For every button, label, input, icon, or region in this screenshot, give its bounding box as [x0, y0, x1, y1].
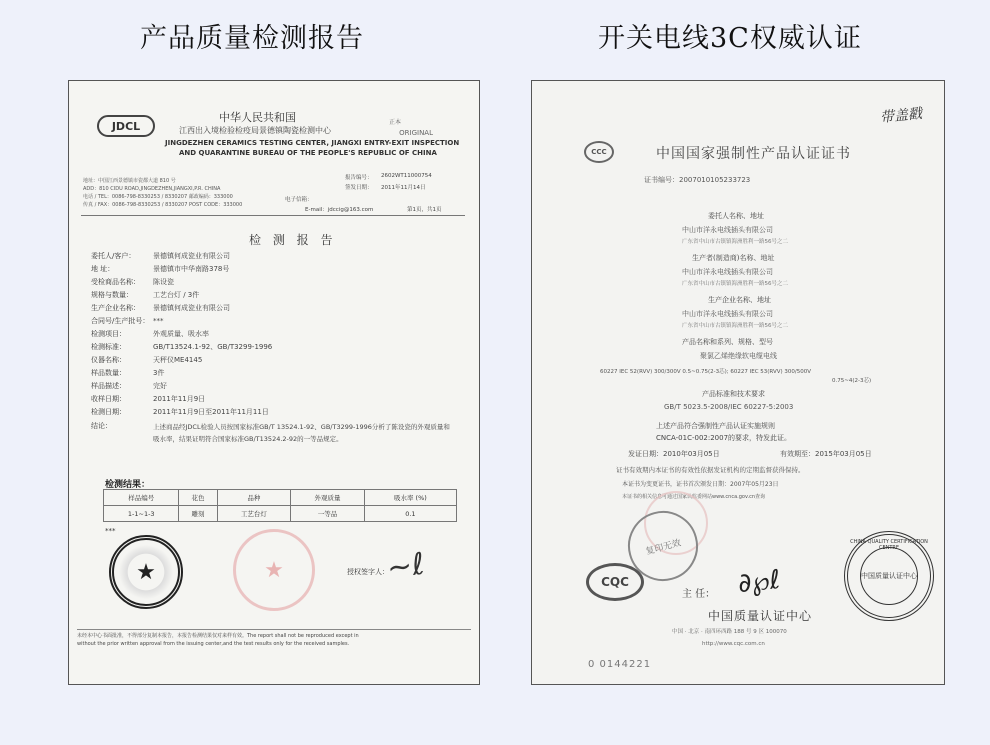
ccc-logo: CCC	[584, 141, 614, 163]
table-cell: 0.1	[364, 506, 456, 522]
section-address: 广东省中山市古镇镇海洲胜利一路56号之二	[682, 281, 788, 287]
test-report-document	[68, 80, 480, 685]
issue-date	[628, 449, 720, 459]
quality-certification-seal	[844, 531, 934, 621]
right-heading: 开关电线3C权威认证	[598, 23, 862, 54]
field-row	[91, 407, 269, 417]
field-row	[91, 290, 199, 300]
product-name: 聚氯乙烯绝缘软电缆电线	[700, 352, 777, 360]
rule-line: CNCA-01C-002:2007的要求，特发此证。	[656, 434, 792, 442]
table-cell: 一等品	[291, 506, 365, 522]
field-label: 规格与数量：	[91, 291, 133, 299]
handwritten-note: 带盖戳	[879, 105, 923, 127]
field-label: 合同号/生产批号：	[91, 317, 150, 325]
field-row	[91, 368, 164, 378]
section-label: 生产者(制造商)名称、地址	[692, 254, 775, 262]
field-value: 2011年11月9日	[153, 395, 206, 403]
standard-label: 产品标准和技术要求	[702, 390, 765, 398]
table-header: 花色	[179, 490, 217, 506]
star-icon: ★	[136, 559, 156, 585]
table-header: 吸水率 (%)	[364, 490, 456, 506]
table-header: 样品编号	[104, 490, 179, 506]
jdcl-logo: JDCL	[97, 115, 155, 137]
left-heading: 产品质量检测报告	[140, 23, 364, 54]
section-value: 中山市洋永电线插头有限公司	[682, 226, 773, 234]
field-value: 天秤仪ME4145	[153, 356, 203, 364]
certificate-title: 中国国家强制性产品认证证书	[656, 146, 851, 162]
page-count: 第1页，共1页	[407, 207, 442, 213]
address-line: 电话 / TEL：0086-798-8330253 / 8330207 邮政编码：333000	[83, 194, 233, 200]
table-cell: 工艺台灯	[217, 506, 291, 522]
field-value: 外观质量、吸水率	[153, 330, 209, 338]
model-line: 0.75~4(2-3芯)	[832, 378, 872, 384]
table-row	[104, 506, 457, 522]
issuing-center: 中国质量认证中心	[708, 609, 813, 623]
table-row	[104, 490, 457, 506]
center-website: http://www.cqc.com.cn	[702, 641, 765, 647]
field-row	[91, 329, 209, 339]
address-line: ADD：810 CIDU ROAD,JINGDEZHEN,JIANGXI,P.R. CHINA	[83, 186, 221, 192]
field-label: 检测日期：	[91, 408, 126, 416]
cert-no-value: 2007010105233723	[679, 176, 751, 184]
report-title: 检 测 报 告	[249, 233, 337, 247]
conclusion-text: 上述商品经JDCL检验人员按国家标准GB/T 13524.1-92、GB/T3299-1996分析了陈设瓷的外观质量和吸水率，结果证明符合国家标准GB/T13524.2-92的一等品规定。	[153, 423, 450, 443]
table-cell: 1-1~1-3	[104, 506, 179, 522]
issue-date: 2011年11月14日	[381, 185, 426, 191]
report-no-label: 报告编号：	[345, 175, 373, 181]
director-signature: ∂℘ℓ	[736, 564, 782, 600]
signature-mark: ~ℓ	[384, 546, 427, 587]
valid-value: 2015年03月05日	[815, 450, 872, 458]
field-value: 景德镇市中华南路378号	[153, 265, 230, 273]
valid-label: 有效期至：	[780, 450, 815, 458]
field-value: GB/T13524.1-92、GB/T3299-1996	[153, 343, 273, 351]
field-row	[91, 394, 205, 404]
field-label: 仪器名称：	[91, 356, 126, 364]
field-row	[91, 316, 164, 326]
org-country: 中华人民共和国	[219, 111, 296, 124]
field-value: 完好	[153, 382, 167, 390]
director-label: 主 任：	[682, 589, 716, 600]
table-cell: 雕刻	[179, 506, 217, 522]
field-label: 地 址：	[91, 265, 115, 273]
footer-line: without the prior written approval from the issuing center,and the test results only for the received samples.	[77, 641, 350, 647]
address-line: 传真 / FAX：0086-798-8330253 / 8330207 POST CODE：333000	[83, 202, 243, 208]
org-name-en-1: JINGDEZHEN CERAMICS TESTING CENTER, JIANGXI ENTRY-EXIT INSPECTION	[165, 139, 460, 147]
model-line: 60227 IEC 52(RVV) 300/300V 0.5~0.75(2-3芯); 60227 IEC 53(RVV) 300/500V	[600, 369, 811, 375]
signer-label: 授权签字人：	[347, 568, 389, 576]
field-row	[91, 381, 167, 391]
email-label: 电子信箱：	[285, 197, 313, 203]
section-value: 中山市洋永电线插头有限公司	[682, 310, 773, 318]
rule-line: 上述产品符合强制性产品认证实施规则	[656, 422, 775, 430]
conclusion-label: 结论：	[91, 422, 112, 430]
cert-no-label: 证书编号：	[644, 176, 679, 184]
field-row	[91, 264, 229, 274]
center-address: 中国 · 北京 · 南四环西路 188 号 9 区 100070	[672, 629, 787, 635]
section-label: 委托人名称、地址	[708, 212, 764, 220]
issue-date-label: 签发日期：	[345, 185, 373, 191]
report-footer	[77, 629, 471, 648]
results-title: 检测结果：	[105, 480, 151, 490]
field-value: 景德镇何成瓷业有限公司	[153, 252, 230, 260]
query-note: 本证书的相关信息可通过国家认监委网站www.cnca.gov.cn查询	[622, 494, 766, 500]
section-address: 广东省中山市古镇镇海洲胜利一路56号之二	[682, 323, 788, 329]
table-header: 外观质量	[291, 490, 365, 506]
field-value: 景德镇何成瓷业有限公司	[153, 304, 230, 312]
field-label: 受检商品名称：	[91, 278, 140, 286]
header-rule	[81, 215, 465, 216]
field-row	[91, 342, 272, 352]
report-no: 2602WT11000754	[381, 173, 432, 179]
footer-line: 未经本中心书面批准，不得部分复制本报告，本报告检测结果仅对来样有效。The report shall not be reproduced except in	[77, 633, 359, 639]
field-label: 样品描述：	[91, 382, 126, 390]
seal-inner-text: 中国质量认证中心	[860, 547, 918, 605]
field-label: 检测项目：	[91, 330, 126, 338]
field-value: 2011年11月9日至2011年11月11日	[153, 408, 269, 416]
standard-value: GB/T 5023.5-2008/IEC 60227-5:2003	[664, 403, 794, 411]
field-value: ***	[153, 317, 164, 325]
field-value: 陈设瓷	[153, 278, 174, 286]
issue-label: 发证日期：	[628, 450, 663, 458]
results-note: ***	[105, 527, 116, 535]
field-row	[91, 251, 230, 261]
star-icon: ★	[264, 557, 284, 583]
certificate-number	[644, 175, 750, 185]
valid-date	[780, 449, 872, 459]
red-seal-stamp	[233, 529, 315, 611]
field-value: 3件	[153, 369, 165, 377]
original-mark-en: ORIGINAL	[399, 129, 433, 137]
field-value: 工艺台灯 / 3件	[153, 291, 200, 299]
original-mark-cn: 正本	[388, 119, 401, 126]
cqc-logo: CQC	[586, 563, 644, 601]
inspection-seal-stamp	[109, 535, 183, 609]
seal-outer-text: CHINA QUALITY CERTIFICATION CENTRE	[850, 539, 928, 551]
product-label: 产品名称和系列、规格、型号	[682, 338, 773, 346]
field-label: 委托人/客户：	[91, 252, 136, 260]
serial-number: 0 0144221	[588, 659, 652, 670]
org-name-en-2: AND QUARANTINE BUREAU OF THE PEOPLE'S REPUBLIC OF CHINA	[179, 149, 437, 157]
org-name-cn: 江西出入境检验检疫局景德镇陶瓷检测中心	[179, 126, 331, 135]
copy-invalid-stamp: 复印无效	[620, 503, 706, 589]
issue-value: 2010年03月05日	[663, 450, 720, 458]
validity-note: 证书有效期内本证书的有效性依据发证机构的定期监督获得保持。	[616, 466, 805, 474]
field-label: 生产企业名称：	[91, 304, 140, 312]
email: E-mail：jdccig@163.com	[305, 207, 374, 213]
field-row	[91, 303, 230, 313]
field-label: 检测标准：	[91, 343, 126, 351]
ccc-certificate-document	[531, 80, 945, 685]
field-row	[91, 277, 174, 287]
field-row	[91, 355, 202, 365]
section-value: 中山市洋永电线插头有限公司	[682, 268, 773, 276]
field-label: 样品数量：	[91, 369, 126, 377]
section-label: 生产企业名称、地址	[708, 296, 771, 304]
table-header: 品种	[217, 490, 291, 506]
change-note: 本证书为变更证书，证书首次颁发日期：2007年05月23日	[622, 481, 779, 488]
results-table	[103, 489, 457, 522]
section-address: 广东省中山市古镇镇海洲胜利一路56号之二	[682, 239, 788, 245]
field-label: 收样日期：	[91, 395, 126, 403]
address-line: 地址：中国江西景德镇市瓷都大道 810 号	[83, 178, 176, 184]
